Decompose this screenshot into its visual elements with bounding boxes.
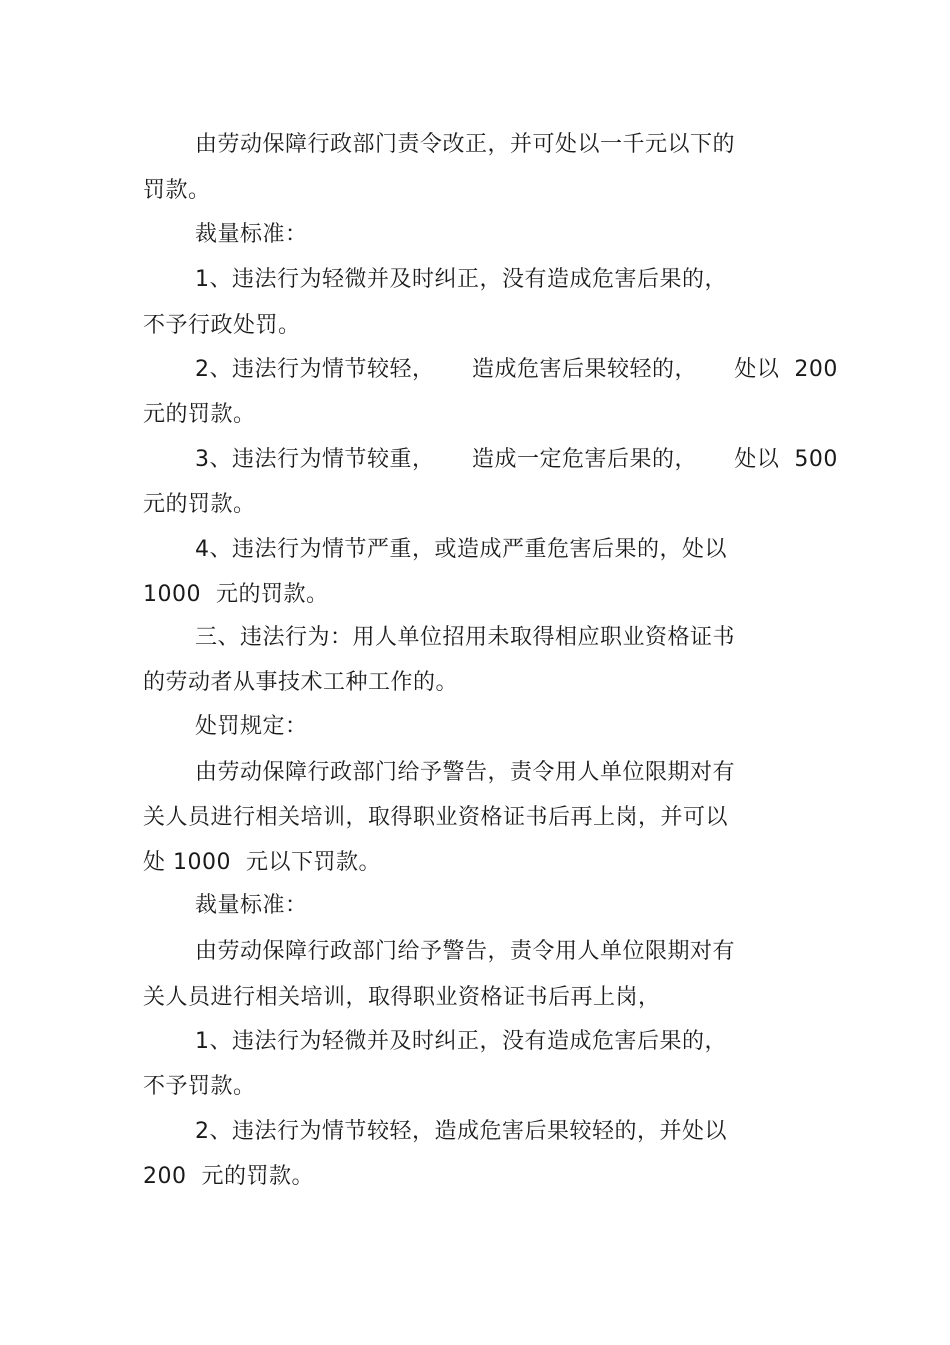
text-line: 的劳动者从事技术工种工作的。 xyxy=(143,670,459,695)
text-line: 2、违法行为情节较轻， 造成危害后果较轻的， 处以 200 xyxy=(195,357,838,382)
text-line: 1、违法行为轻微并及时纠正，没有造成危害后果的， xyxy=(195,1029,727,1054)
text-line: 关人员进行相关培训，取得职业资格证书后再上岗， xyxy=(143,985,661,1010)
text-line: 三、违法行为：用人单位招用未取得相应职业资格证书 xyxy=(195,625,736,650)
section-heading: 处罚规定： xyxy=(195,714,308,739)
text-line: 4、违法行为情节严重，或造成严重危害后果的，处以 xyxy=(195,537,727,562)
text-line: 3、违法行为情节较重， 造成一定危害后果的， 处以 500 xyxy=(195,447,838,472)
text-line: 元的罚款。 xyxy=(143,492,256,517)
text-line: 由劳动保障行政部门给予警告，责令用人单位限期对有 xyxy=(195,939,736,964)
text-line: 处 1000 元以下罚款。 xyxy=(143,850,381,875)
text-line: 200 元的罚款。 xyxy=(143,1164,314,1189)
section-heading: 裁量标准： xyxy=(195,222,308,247)
text-line: 2、违法行为情节较轻，造成危害后果较轻的，并处以 xyxy=(195,1119,727,1144)
section-heading: 裁量标准： xyxy=(195,893,308,918)
text-line: 1000 元的罚款。 xyxy=(143,582,329,607)
text-line: 关人员进行相关培训，取得职业资格证书后再上岗，并可以 xyxy=(143,805,729,830)
text-line: 由劳动保障行政部门给予警告，责令用人单位限期对有 xyxy=(195,760,736,785)
text-line: 1、违法行为轻微并及时纠正，没有造成危害后果的， xyxy=(195,267,727,292)
text-line: 元的罚款。 xyxy=(143,402,256,427)
text-line: 由劳动保障行政部门责令改正，并可处以一千元以下的 xyxy=(195,132,736,157)
text-line: 不予行政处罚。 xyxy=(143,313,301,338)
text-line: 罚款。 xyxy=(143,178,211,203)
text-line: 不予罚款。 xyxy=(143,1074,256,1099)
